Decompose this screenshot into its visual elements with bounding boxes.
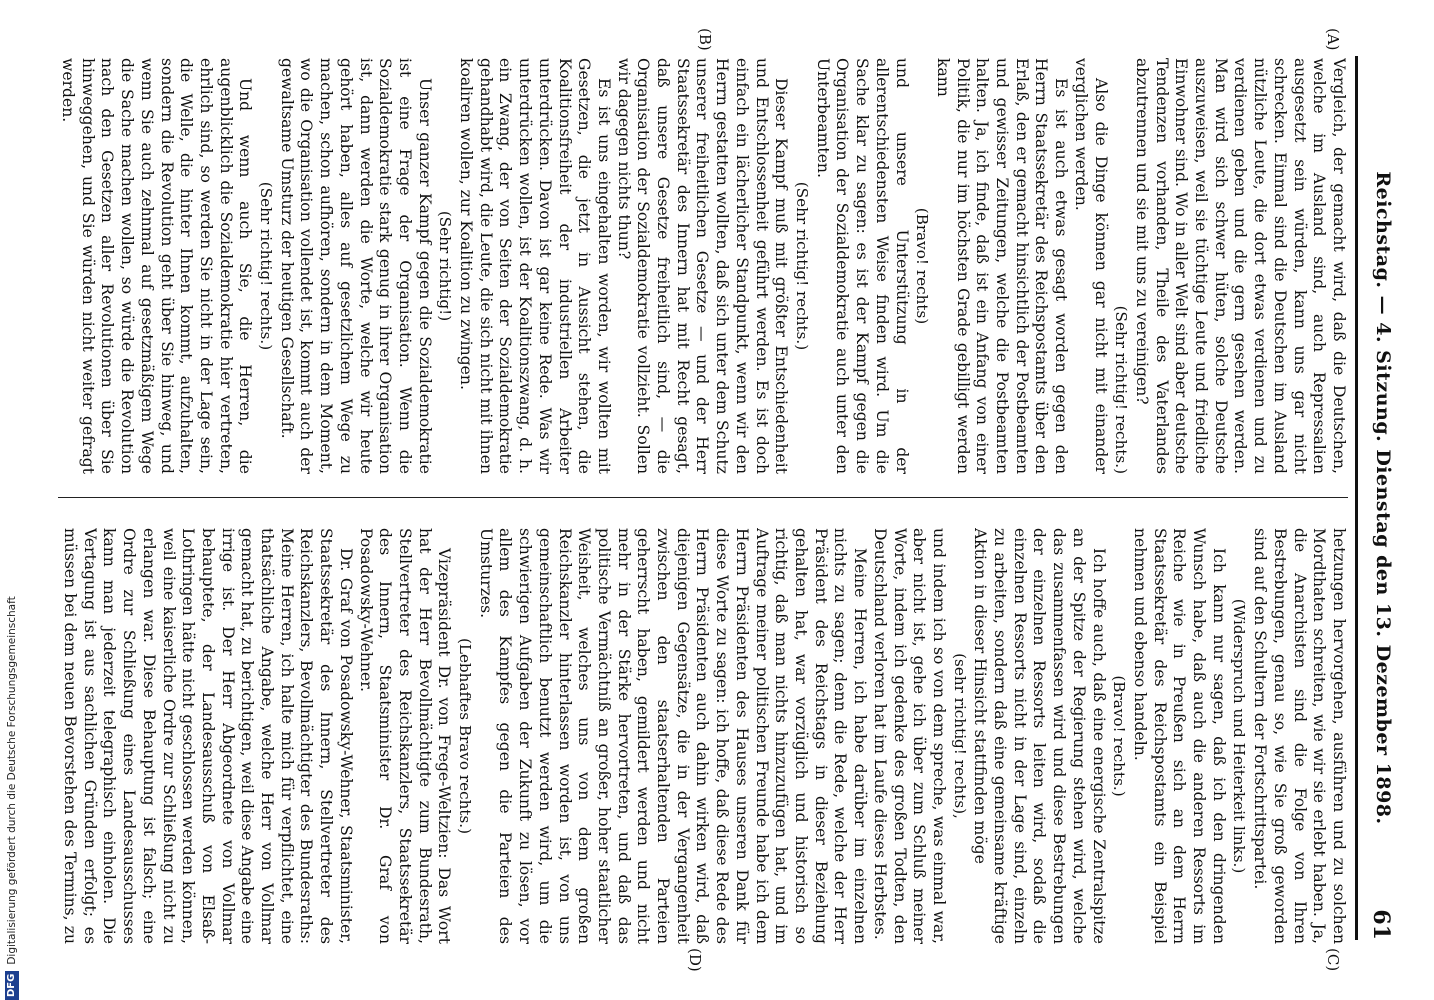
left-column (58, 58, 1348, 474)
paragraph: hetzungen hervorgehen, ausführen und zu solchen Mordthaten schreiten, wie wir sie erlebt haben. Ja, die Anarchisten sind die Folge von Ihren Bestrebungen, genau so, wie Sie groß geworden sind auf den Schultern der Fortschrittspartei. (1251, 528, 1348, 944)
dfg-logo: DFG (5, 971, 19, 1000)
column-divider (58, 497, 1348, 498)
paragraph: Unser ganzer Kampf gegen die Sozialdemokratie ist eine Frage der Organisation. Wenn die Sozialdemokratie stark genug in ihrer Organisation ist, dann werden die Worte, welche wir heute gehört haben, alles auf gesetzlichem Wege zu machen, schon aufhören, sondern in dem Moment, wo die Organisation vollendet ist, kommt auch der gewaltsame Umsturz der heutigen Gesellschaft. (277, 58, 434, 474)
interjection: (Lebhaftes Bravo rechts.) (456, 637, 475, 835)
paragraph: Vergleich, der gemacht wird, daß die Deutschen, welche im Ausland sind, auch Repressalien ausgesetzt sein würden, kann uns gar nicht schrecken. Einmal sind die Deutschen im Ausland nützliche Leute, die dort etwas verdienen und zu verdienen geben und die gern gesehen werden. Man wird sich schwer hüten, solche Deutsche auszuweisen, weil sie tüchtige Leute und friedliche Einwohner sind. Wo in aller Welt sind aber deutsche Tendenzen vorhanden, Theile des Vaterlandes abzutrennen und sie mit uns zu vereinigen? (1132, 58, 1348, 474)
right-column (58, 528, 1348, 944)
paragraph: Es ist uns eingehalten worden, wir wollten mit Gesetzen, die jetzt in Aussicht stehen, die Koalitionsfreiheit der industriellen Arbeiter unterdrücken. Davon ist gar keine Rede. Was wir unterdrücken wollen, ist der Koalitionszwang, d. h. ein Zwang, der von Seiten der Sozialdemokratie gehandhabt wird, die Leute, die sich nicht mit ihnen koaliren wollen, zur Koalition zu zwingen. (457, 58, 613, 474)
paragraph: Also die Dinge können gar nicht mit einander verglichen werden. (1071, 58, 1110, 474)
interjection: (Bravo! rechts.) (1110, 675, 1129, 797)
interjection: (Sehr richtig!) (436, 210, 455, 322)
interjection: (Sehr richtig! rechts.) (257, 181, 276, 351)
interjection: (Widerspruch und Heiterkeit links.) (1230, 598, 1249, 874)
margin-letter-d: (D) (686, 948, 704, 972)
interjection: (Sehr richtig! rechts.) (793, 181, 812, 351)
paragraph: Ich kann nur sagen, daß ich den dringenden Wunsch habe, daß auch die anderen Ressorts im Reiche wie in Preußen sich an dem Herrn Staatssekretär des Reichspostamts ein Beispiel nehmen und ebenso handeln. (1130, 528, 1228, 944)
header-title: Reichstag. — 4. Sitzung. Dienstag den 13. Dezember 1898. (1372, 171, 1394, 825)
interjection: (Sehr richtig! rechts.) (1112, 305, 1131, 474)
margin-letter-a: (A) (1324, 28, 1342, 51)
paragraph: Es ist auch etwas gesagt worden gegen den Herrn Staatssekretär des Reichspostamts über den Erlaß, den er gemacht hinsichtlich der Postbeamten und gewisser Zeitungen, welche die Postbeamten halten. Ja, ich finde, daß ist ein Anfang von einer Politik, die nur im höchsten Grade gebilligt werden kann (933, 58, 1071, 474)
digitization-credit (2, 0, 22, 1000)
credit-text: Digitalisierung gefördert durch die Deutsche Forschungsgemeinschaft (6, 596, 18, 965)
interjection: (sehr richtig! rechts), (950, 653, 969, 819)
interjection: (Bravo! rechts) (913, 207, 932, 325)
paragraph: und unsere Unterstützung in der allerentschiedensten Weise finden wird. Um die Sache klar zu sagen: es ist der Kampf gegen die Organisation der Sozialdemokratie auch unter den Unterbeamten. (813, 58, 911, 474)
paragraph: Dr. Graf von Posadowsky-Wehner, Staatsminister, Staatssekretär des Innern, Stellvertreter des Reichskanzlers, Bevollmächtigter des Bundesraths: Meine Herren, ich halte mich für verpflichtet, eine thatsächliche Angabe, welche Herr von Vollmar gemacht hat, zu berichtigen, weil diese Angabe eine irrige ist. Der Herr Abgeordnete von Vollmar behauptete, der Landesausschuß von Elsaß-Lothringen hätte nicht geschlossen werden können, weil eine kaiserliche Ordre zur Schließung nicht zu erlangen war. Diese Behauptung ist falsch; eine Ordre zur Schließung eines Landesausschusses kann man jederzeit telegraphisch einholen. Die Vertagung ist aus sachlichen Gründen erfolgt; es müssen bei dem neuen Bevorstehen des Termins, zu (61, 528, 355, 944)
margin-letter-c: (C) (1324, 948, 1342, 972)
paragraph: Ich hoffe auch, daß eine energische Zentralspitze an der Spitze der Regierung stehen wird, welche das zusammenfassen wird und diese Bestrebungen der einzelnen Ressorts leiten wird, sodaß die einzelnen Ressorts nicht in der Lage sind, einzeln zu arbeiten, sondern daß eine gemeinsame kräftige Aktion in dieser Hinsicht stattfinden möge (971, 528, 1108, 944)
header-rule (1355, 56, 1358, 940)
paragraph: Dieser Kampf muß mit größter Entschiedenheit und Entschlossenheit geführt werden. Es ist doch einfach ein lächerlicher Standpunkt, wenn wir den Herrn gestatten wollten, daß sich unter dem Schutz unserer freiheitlichen Gesetze — und der Herr Staatssekretär des Innern hat mit Recht gesagt, daß unsere Gesetze freiheitlich sind, — die Organisation der Sozialdemokratie vollzieht. Sollen wir dagegen nichts thun? (614, 58, 791, 474)
page-header (1360, 56, 1394, 940)
paragraph: Meine Herren, ich habe darüber im einzelnen nichts zu sagen; denn die Rede, welche der Herr Präsident des Reichstags in dieser Beziehung gehalten hat, war vorzüglich und historisch so richtig, daß man nichts hinzuzufügen hat, und im Auftrage meiner politischen Freunde habe ich dem Herrn Präsidenten des Hauses unseren Dank für diese Worte zu sagen: ich hoffe, daß diese Rede des Herrn Präsidenten auch dahin wirken wird, daß diejenigen Gegensätze, die in der Vergangenheit zwischen den staatserhaltenden Parteien geherrscht haben, gemildert werden und nicht mehr in der Stärke hervortreten, und daß das politische Vermächtniß an großer, hoher staatlicher Weisheit, welches uns von dem großen Reichskanzler hinterlassen worden ist, von uns gemeinschaftlich benutzt werden wird, um die schwierigen Aufgaben der Zukunft zu lösen, vor allem des Kampfes gegen die Parteien des Umsturzes. (476, 528, 870, 944)
paragraph: Und wenn auch Sie, die Herren, die augenblicklich die Sozialdemokratie hier vertreten, ehrlich sind, so werden Sie nicht in der Lage sein, die Welle, die hinter Ihnen kommt, aufzuhalten, sondern die Revolution geht über Sie hinweg, und wenn Sie auch zehnmal auf gesetzmäßigem Wege die Sache machen wollen, so würde die Revolution nach den Gesetzen aller Revolutionen über Sie hinweggehen, und Sie würden nicht weiter gefragt werden. (59, 58, 255, 474)
page-number: 61 (1368, 909, 1394, 940)
paragraph: und indem ich so von dem spreche, was einmal war, aber nicht ist, gehe ich über zum Schluß meiner Worte, indem ich gedenke des großen Todten, den Deutschland verloren hat im Laufe dieses Herbstes. (870, 528, 948, 944)
margin-letter-b: (B) (696, 28, 714, 51)
paragraph: Vizepräsident Dr. von Frege-Weltzien: Das Wort hat der Herr Bevollmächtigte zum Bundesrath, Stellvertreter des Reichskanzlers, Staatssekretär des Innern, Staatsminister Dr. Graf von Posadowsky-Wehner. (356, 528, 454, 944)
